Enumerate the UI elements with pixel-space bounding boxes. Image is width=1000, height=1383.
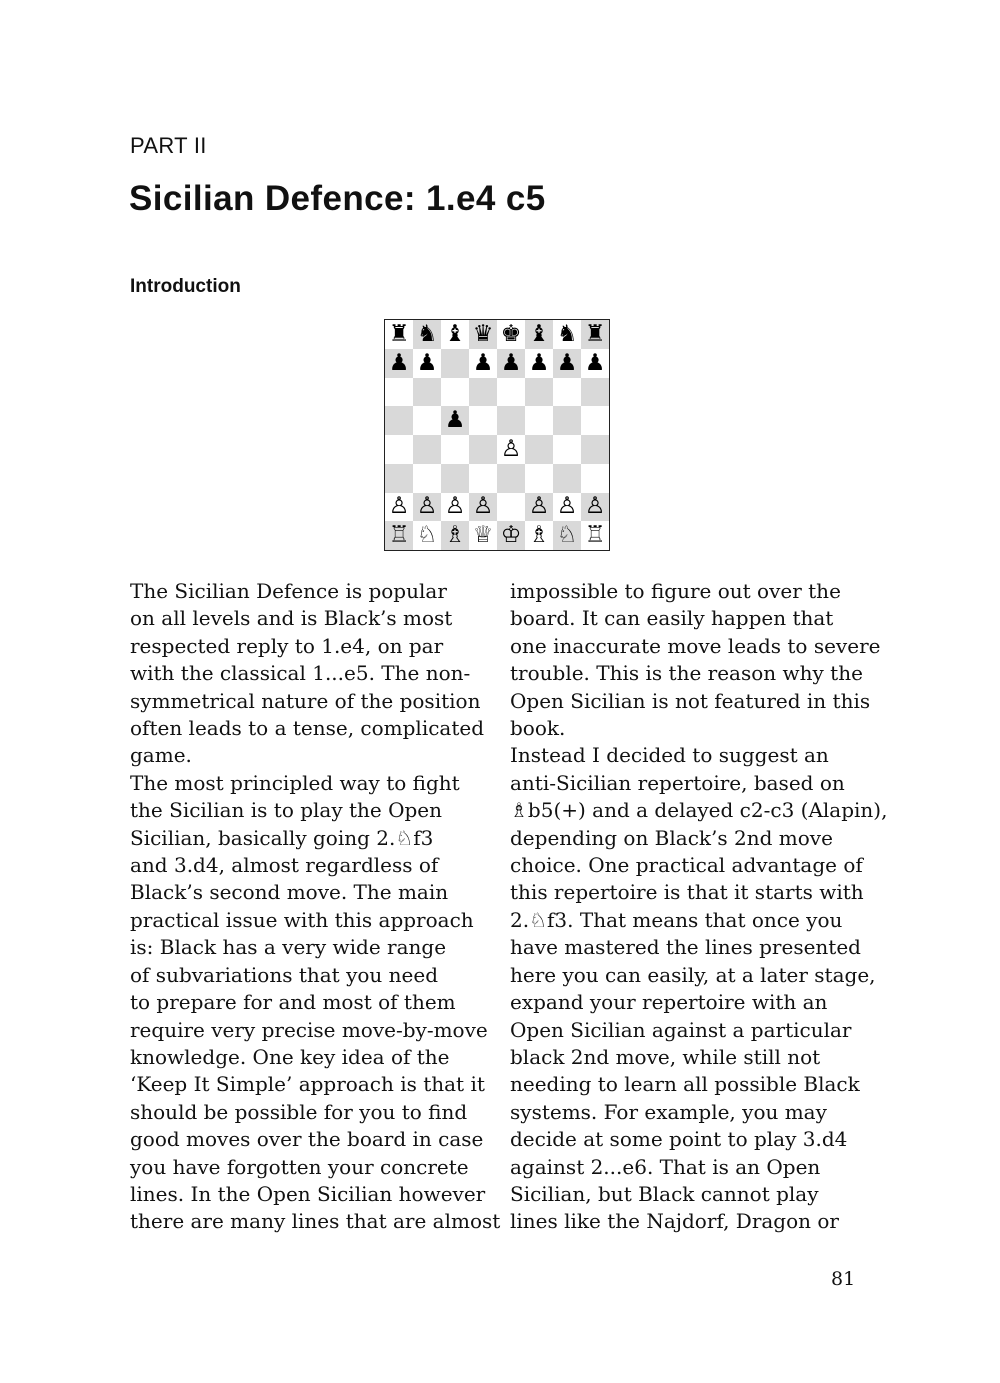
board-square-d8: ♛ bbox=[469, 320, 497, 349]
text-line: the Sicilian is to play the Open bbox=[130, 798, 443, 823]
text-line: choice. One practical advantage of bbox=[510, 853, 863, 878]
text-line: should be possible for you to find bbox=[130, 1099, 468, 1124]
text-line: there are many lines that are almost bbox=[130, 1209, 501, 1234]
board-square-d5 bbox=[469, 406, 497, 435]
board-square-a3 bbox=[385, 464, 413, 493]
board-square-d4 bbox=[469, 435, 497, 464]
chess-diagram bbox=[384, 319, 610, 551]
text-line: often leads to a tense, complicated bbox=[130, 716, 485, 741]
board-square-g6 bbox=[553, 378, 581, 407]
board-square-g5 bbox=[553, 406, 581, 435]
board-square-d6 bbox=[469, 378, 497, 407]
paragraph bbox=[130, 578, 490, 770]
board-square-d3 bbox=[469, 464, 497, 493]
paragraph bbox=[510, 578, 881, 742]
board-square-b2: ♙ bbox=[413, 493, 441, 522]
paragraph bbox=[130, 770, 501, 1236]
board-square-e4: ♙ bbox=[497, 435, 525, 464]
text-line: black 2nd move, while still not bbox=[510, 1044, 821, 1069]
board-square-c1: ♗ bbox=[441, 521, 469, 550]
text-line: knowledge. One key idea of the bbox=[130, 1044, 450, 1069]
text-line: one inaccurate move leads to severe bbox=[510, 633, 881, 658]
text-line: Sicilian, basically going 2.♘f3 bbox=[130, 825, 434, 850]
text-line: require very precise move-by-move bbox=[130, 1017, 488, 1042]
text-line: and 3.d4, almost regardless of bbox=[130, 853, 439, 878]
text-line: of subvariations that you need bbox=[130, 962, 438, 987]
text-line: trouble. This is the reason why the bbox=[510, 661, 863, 686]
board-square-e3 bbox=[497, 464, 525, 493]
board-square-e5 bbox=[497, 406, 525, 435]
text-line: The Sicilian Defence is popular bbox=[130, 579, 447, 603]
board-square-h8: ♜ bbox=[581, 320, 609, 349]
board-square-g7: ♟ bbox=[553, 349, 581, 378]
board-square-d1: ♕ bbox=[469, 521, 497, 550]
chapter-title: Sicilian Defence: 1.e4 c5 bbox=[129, 179, 546, 218]
board-square-b3 bbox=[413, 464, 441, 493]
board-square-h7: ♟ bbox=[581, 349, 609, 378]
board-square-h3 bbox=[581, 464, 609, 493]
board-square-b4 bbox=[413, 435, 441, 464]
text-line: Open Sicilian is not featured in this bbox=[510, 688, 871, 713]
text-line: is: Black has a very wide range bbox=[130, 935, 447, 960]
text-line: lines like the Najdorf, Dragon or bbox=[510, 1209, 839, 1234]
text-line: have mastered the lines presented bbox=[510, 935, 861, 960]
board-square-b6 bbox=[413, 378, 441, 407]
paragraph bbox=[510, 742, 888, 1235]
board-square-f7: ♟ bbox=[525, 349, 553, 378]
board-square-d2: ♙ bbox=[469, 493, 497, 522]
text-line: respected reply to 1.e4, on par bbox=[130, 633, 444, 658]
board-square-a6 bbox=[385, 378, 413, 407]
text-line: expand your repertoire with an bbox=[510, 990, 828, 1015]
board-square-e7: ♟ bbox=[497, 349, 525, 378]
text-line: symmetrical nature of the position bbox=[130, 688, 481, 713]
board-square-g2: ♙ bbox=[553, 493, 581, 522]
page-number: 81 bbox=[831, 1268, 856, 1290]
board-square-d7: ♟ bbox=[469, 349, 497, 378]
text-line: here you can easily, at a later stage, bbox=[510, 962, 876, 987]
text-line: ‘Keep It Simple’ approach is that it bbox=[130, 1072, 485, 1097]
board-square-c4 bbox=[441, 435, 469, 464]
text-line: 2.♘f3. That means that once you bbox=[510, 907, 843, 932]
board-square-b7: ♟ bbox=[413, 349, 441, 378]
text-line: board. It can easily happen that bbox=[510, 606, 834, 631]
board-square-b5 bbox=[413, 406, 441, 435]
text-line: against 2...e6. That is an Open bbox=[510, 1154, 821, 1179]
section-heading: Introduction bbox=[130, 276, 241, 297]
text-line: The most principled way to fight bbox=[130, 770, 460, 795]
text-line: good moves over the board in case bbox=[130, 1127, 484, 1152]
board-square-c5: ♟ bbox=[441, 406, 469, 435]
board-square-a4 bbox=[385, 435, 413, 464]
board-square-g4 bbox=[553, 435, 581, 464]
text-line: systems. For example, you may bbox=[510, 1099, 827, 1124]
board-square-c7 bbox=[441, 349, 469, 378]
board-square-f4 bbox=[525, 435, 553, 464]
board-square-c2: ♙ bbox=[441, 493, 469, 522]
board-square-f5 bbox=[525, 406, 553, 435]
board-square-f1: ♗ bbox=[525, 521, 553, 550]
text-line: lines. In the Open Sicilian however bbox=[130, 1181, 486, 1206]
board-square-h4 bbox=[581, 435, 609, 464]
board-square-b1: ♘ bbox=[413, 521, 441, 550]
board-square-h5 bbox=[581, 406, 609, 435]
board-square-e1: ♔ bbox=[497, 521, 525, 550]
board-square-a5 bbox=[385, 406, 413, 435]
board-square-e2 bbox=[497, 493, 525, 522]
board-square-f8: ♝ bbox=[525, 320, 553, 349]
text-line: needing to learn all possible Black bbox=[510, 1072, 860, 1097]
board-square-e6 bbox=[497, 378, 525, 407]
board-square-h2: ♙ bbox=[581, 493, 609, 522]
board-square-b8: ♞ bbox=[413, 320, 441, 349]
text-line: book. bbox=[510, 716, 566, 741]
text-line: with the classical 1...e5. The non- bbox=[130, 661, 471, 686]
text-line: on all levels and is Black’s most bbox=[130, 606, 453, 631]
board-square-a1: ♖ bbox=[385, 521, 413, 550]
board-square-g8: ♞ bbox=[553, 320, 581, 349]
text-line: to prepare for and most of them bbox=[130, 990, 456, 1015]
text-line: depending on Black’s 2nd move bbox=[510, 825, 833, 850]
text-line: Black’s second move. The main bbox=[130, 880, 449, 905]
board-square-f2: ♙ bbox=[525, 493, 553, 522]
text-line: game. bbox=[130, 743, 192, 768]
board-square-h6 bbox=[581, 378, 609, 407]
board-square-h1: ♖ bbox=[581, 521, 609, 550]
board-square-f3 bbox=[525, 464, 553, 493]
board-square-a2: ♙ bbox=[385, 493, 413, 522]
board-square-a8: ♜ bbox=[385, 320, 413, 349]
board-square-f6 bbox=[525, 378, 553, 407]
text-line: decide at some point to play 3.d4 bbox=[510, 1127, 848, 1152]
text-column-left bbox=[130, 578, 501, 1236]
text-line: you have forgotten your concrete bbox=[130, 1154, 469, 1179]
text-line: anti-Sicilian repertoire, based on bbox=[510, 770, 845, 795]
board-square-c3 bbox=[441, 464, 469, 493]
board-square-c8: ♝ bbox=[441, 320, 469, 349]
board-square-c6 bbox=[441, 378, 469, 407]
text-line: impossible to figure out over the bbox=[510, 579, 841, 603]
board-square-a7: ♟ bbox=[385, 349, 413, 378]
text-line: practical issue with this approach bbox=[130, 907, 474, 932]
board-square-g1: ♘ bbox=[553, 521, 581, 550]
part-label: PART II bbox=[130, 133, 207, 158]
text-line: ♗b5(+) and a delayed c2-c3 (Alapin), bbox=[510, 798, 888, 823]
text-column-right bbox=[510, 578, 888, 1236]
text-line: Instead I decided to suggest an bbox=[510, 743, 829, 768]
text-line: Sicilian, but Black cannot play bbox=[510, 1181, 819, 1206]
text-line: Open Sicilian against a particular bbox=[510, 1017, 852, 1042]
board-square-g3 bbox=[553, 464, 581, 493]
board-square-e8: ♚ bbox=[497, 320, 525, 349]
text-line: this repertoire is that it starts with bbox=[510, 880, 864, 905]
